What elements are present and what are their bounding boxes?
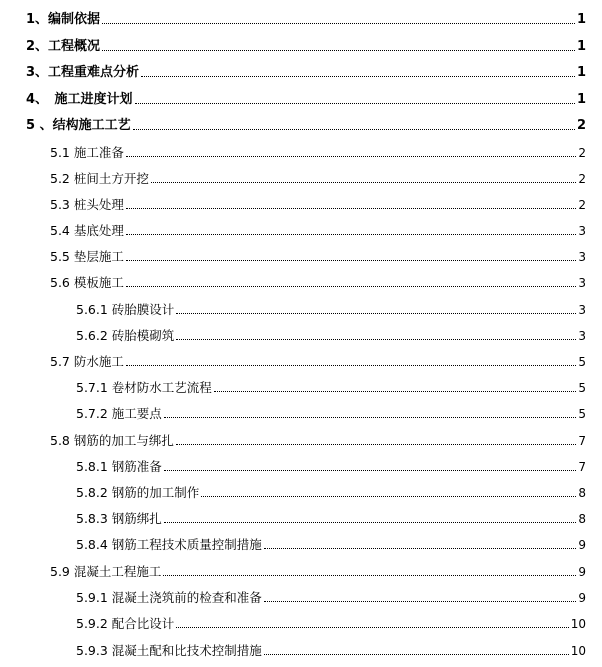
dot-leader: [201, 496, 576, 497]
toc-entry-page: 1: [576, 12, 586, 27]
toc-entry-5-5[interactable]: [0, 246, 602, 266]
toc-entry-title: 2、工程概况: [26, 39, 101, 54]
toc-entry-page: 9: [578, 591, 586, 605]
toc-entry-5-8-3[interactable]: [0, 508, 602, 528]
toc-entry-page: 2: [578, 198, 586, 212]
toc-entry-5-3[interactable]: [0, 194, 602, 214]
toc-entry-5-6-2[interactable]: [0, 325, 602, 345]
toc-entry-5-1[interactable]: [0, 142, 602, 162]
toc-entry-3[interactable]: [0, 62, 602, 82]
toc-entry-page: 3: [578, 329, 586, 343]
toc-entry-5-9-2[interactable]: [0, 613, 602, 633]
toc-entry-page: 3: [578, 276, 586, 290]
toc-entry-page: 3: [578, 303, 586, 317]
toc-entry-title: 5.3 桩头处理: [50, 197, 124, 212]
dot-leader: [126, 208, 576, 209]
toc-entry-title: 4、 施工进度计划: [26, 92, 133, 107]
toc-entry-page: 8: [578, 512, 586, 526]
toc-entry-5-9[interactable]: [0, 561, 602, 581]
toc-entry-5-7-2[interactable]: [0, 403, 602, 423]
dot-leader: [141, 76, 575, 77]
toc-entry-5-6[interactable]: [0, 272, 602, 292]
toc-entry-page: 8: [578, 486, 586, 500]
dot-leader: [126, 286, 576, 287]
toc-entry-page: 9: [578, 565, 586, 579]
toc-entry-5-7-1[interactable]: [0, 377, 602, 397]
toc-entry-title: 5.8.2 钢筋的加工制作: [76, 485, 200, 500]
toc-entry-5-8-2[interactable]: [0, 482, 602, 502]
toc-entry-title: 5.2 桩间土方开挖: [50, 171, 149, 186]
toc-entry-page: 2: [578, 146, 586, 160]
dot-leader: [164, 417, 576, 418]
toc-entry-title: 5.7.1 卷材防水工艺流程: [76, 380, 212, 395]
toc-entry-5-9-1[interactable]: [0, 587, 602, 607]
dot-leader: [164, 470, 576, 471]
toc-entry-page: 7: [578, 460, 586, 474]
dot-leader: [164, 522, 576, 523]
dot-leader: [163, 575, 576, 576]
toc-entry-5-8[interactable]: [0, 430, 602, 450]
toc-entry-title: 5.7.2 施工要点: [76, 406, 162, 421]
toc-entry-page: 7: [578, 434, 586, 448]
toc-entry-5-9-3[interactable]: [0, 640, 602, 660]
toc-entry-page: 1: [576, 65, 586, 80]
toc-entry-page: 5: [578, 381, 586, 395]
toc-entry-title: 5.4 基底处理: [50, 223, 124, 238]
toc-entry-page: 2: [578, 172, 586, 186]
dot-leader: [126, 156, 576, 157]
toc-entry-5-8-4[interactable]: [0, 534, 602, 554]
toc-entry-title: 5.8.3 钢筋绑扎: [76, 511, 162, 526]
toc-entry-title: 5.6 模板施工: [50, 275, 124, 290]
dot-leader: [151, 182, 576, 183]
toc-entry-5-6-1[interactable]: [0, 299, 602, 319]
dot-leader: [176, 313, 576, 314]
dot-leader: [135, 103, 575, 104]
dot-leader: [126, 260, 576, 261]
toc-entry-5[interactable]: [0, 115, 602, 135]
toc-entry-title: 5.8.4 钢筋工程技术质量控制措施: [76, 537, 262, 552]
toc-entry-title: 5.5 垫层施工: [50, 249, 124, 264]
toc-entry-page: 5: [578, 407, 586, 421]
toc-entry-page: 5: [578, 355, 586, 369]
toc-entry-4[interactable]: [0, 89, 602, 109]
toc-entry-page: 10: [570, 644, 586, 658]
toc-entry-5-2[interactable]: [0, 168, 602, 188]
toc-entry-title: 5.9 混凝土工程施工: [50, 564, 162, 579]
dot-leader: [176, 627, 568, 628]
toc-entry-5-4[interactable]: [0, 220, 602, 240]
toc-entry-title: 5.9.3 混凝土配和比技术控制措施: [76, 643, 262, 658]
toc-entry-page: 1: [576, 92, 586, 107]
dot-leader: [264, 601, 576, 602]
toc-entry-page: 1: [576, 39, 586, 54]
dot-leader: [176, 444, 576, 445]
toc-entry-page: 3: [578, 250, 586, 264]
toc-entry-title: 3、工程重难点分析: [26, 65, 140, 80]
toc-entry-2[interactable]: [0, 36, 602, 56]
toc-entry-title: 5.9.1 混凝土浇筑前的检查和准备: [76, 590, 262, 605]
dot-leader: [126, 234, 576, 235]
dot-leader: [102, 50, 575, 51]
toc-entry-page: 2: [576, 118, 586, 133]
toc-entry-5-7[interactable]: [0, 351, 602, 371]
toc-entry-title: 5.6.2 砖胎模砌筑: [76, 328, 175, 343]
dot-leader: [264, 548, 576, 549]
dot-leader: [176, 339, 576, 340]
toc-entry-page: 3: [578, 224, 586, 238]
toc-entry-1[interactable]: [0, 9, 602, 29]
toc-entry-title: 5 、结构施工工艺: [26, 118, 131, 133]
toc-entry-page: 9: [578, 538, 586, 552]
toc-entry-title: 5.1 施工准备: [50, 145, 124, 160]
toc-entry-title: 5.7 防水施工: [50, 354, 124, 369]
dot-leader: [133, 129, 575, 130]
toc-entry-5-8-1[interactable]: [0, 456, 602, 476]
dot-leader: [214, 391, 576, 392]
toc-entry-title: 5.8.1 钢筋准备: [76, 459, 162, 474]
dot-leader: [126, 365, 576, 366]
toc-entry-title: 5.6.1 砖胎膜设计: [76, 302, 175, 317]
toc-entry-title: 1、编制依据: [26, 12, 101, 27]
dot-leader: [264, 654, 569, 655]
toc-entry-page: 10: [570, 617, 586, 631]
toc-entry-title: 5.8 钢筋的加工与绑扎: [50, 433, 174, 448]
toc-entry-title: 5.9.2 配合比设计: [76, 616, 175, 631]
dot-leader: [102, 23, 575, 24]
